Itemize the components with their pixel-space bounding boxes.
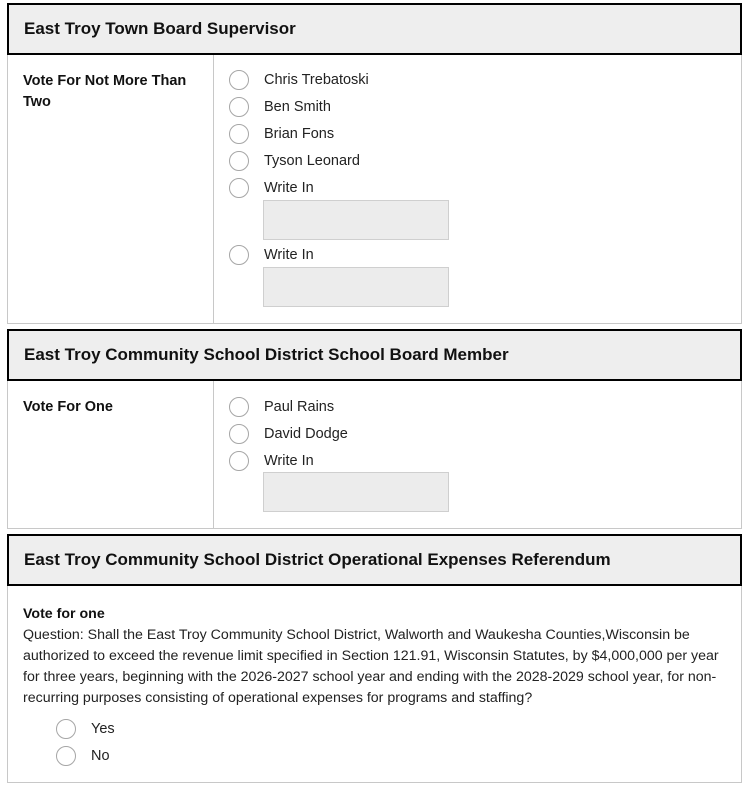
radio-ben-smith[interactable] xyxy=(229,97,249,117)
radio-chris-trebatoski[interactable] xyxy=(229,70,249,90)
write-in-input-2[interactable] xyxy=(263,267,449,307)
contest-3-title: East Troy Community School District Operational Expenses Referendum xyxy=(24,550,611,569)
contest-3-vote-instruction: Vote for one xyxy=(23,606,105,622)
referendum-question-text: Question: Shall the East Troy Community School District, Walworth and Waukesha Counties,Wisconsin be authorized to exceed the revenue limit specified in Section 121.91, Wisconsin Statutes, by $4,000,000 per year for three years, beginning with the 2026-2027 school year and ending with the 2028-2029 school year, for non-recurring purposes consisting of operational expenses for programs and staffing? xyxy=(23,627,719,706)
contest-2-vote-instruction: Vote For One xyxy=(23,399,113,415)
option-write-in-2[interactable] xyxy=(229,245,314,265)
option-label: Write In xyxy=(264,180,314,196)
option-label: David Dodge xyxy=(264,426,348,442)
option-ben-smith[interactable] xyxy=(229,97,331,117)
write-in-input-1[interactable] xyxy=(263,200,449,240)
write-in-input-3[interactable] xyxy=(263,472,449,512)
radio-write-in-3[interactable] xyxy=(229,451,249,471)
contest-1-vote-instruction: Vote For Not More Than Two xyxy=(23,73,187,110)
radio-tyson-leonard[interactable] xyxy=(229,151,249,171)
contest-1-header xyxy=(7,3,742,55)
option-label: Ben Smith xyxy=(264,99,331,115)
contest-1-title: East Troy Town Board Supervisor xyxy=(24,19,296,38)
contest-2-header xyxy=(7,329,742,381)
radio-write-in-1[interactable] xyxy=(229,178,249,198)
option-write-in-3[interactable] xyxy=(229,451,314,471)
option-brian-fons[interactable] xyxy=(229,124,334,144)
option-label: Brian Fons xyxy=(264,126,335,142)
option-yes[interactable] xyxy=(56,719,115,739)
radio-paul-rains[interactable] xyxy=(229,397,249,417)
contest-2-body xyxy=(7,381,742,529)
referendum-question-block xyxy=(23,604,728,709)
option-david-dodge[interactable] xyxy=(229,424,348,444)
option-label: Paul Rains xyxy=(264,399,335,415)
contest-1-body xyxy=(7,55,742,324)
contest-1-divider xyxy=(213,55,214,323)
contest-3-body xyxy=(7,586,742,783)
contest-2-title: East Troy Community School District School Board Member xyxy=(24,345,509,364)
option-label: Tyson Leonard xyxy=(264,153,360,169)
radio-brian-fons[interactable] xyxy=(229,124,249,144)
contest-2-divider xyxy=(213,381,214,528)
option-label: No xyxy=(91,748,110,764)
contest-3-header xyxy=(7,534,742,586)
option-chris-trebatoski[interactable] xyxy=(229,70,369,90)
option-label: Yes xyxy=(91,721,115,737)
option-label: Chris Trebatoski xyxy=(264,72,369,88)
option-label: Write In xyxy=(264,453,314,469)
option-no[interactable] xyxy=(56,746,110,766)
option-paul-rains[interactable] xyxy=(229,397,334,417)
radio-no[interactable] xyxy=(56,746,76,766)
option-label: Write In xyxy=(264,247,314,263)
radio-yes[interactable] xyxy=(56,719,76,739)
option-write-in-1[interactable] xyxy=(229,178,314,198)
option-tyson-leonard[interactable] xyxy=(229,151,360,171)
radio-write-in-2[interactable] xyxy=(229,245,249,265)
radio-david-dodge[interactable] xyxy=(229,424,249,444)
